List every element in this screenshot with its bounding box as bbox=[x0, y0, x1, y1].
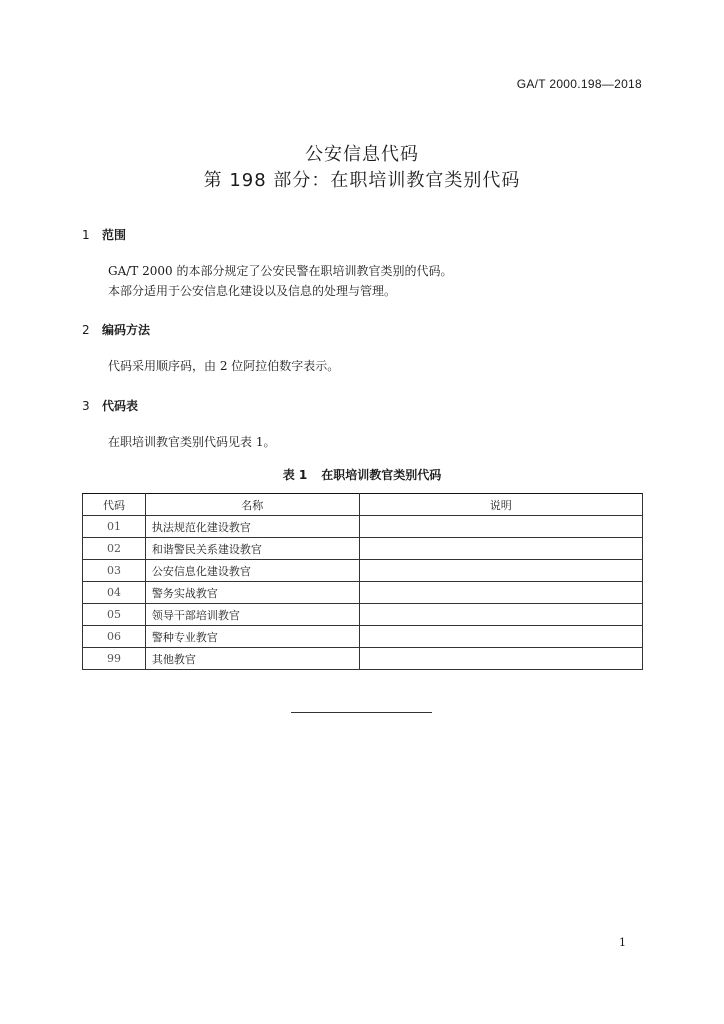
table-caption-title: 在职培训教官类别代码 bbox=[321, 468, 442, 482]
paragraph: 在职培训教官类别代码见表 1。 bbox=[108, 435, 276, 449]
page-number: 1 bbox=[619, 936, 626, 949]
section-number: 1 bbox=[82, 228, 90, 242]
header-name: 名称 bbox=[145, 494, 359, 516]
section-title: 编码方法 bbox=[102, 323, 151, 337]
table-header-row bbox=[83, 494, 643, 516]
table-row bbox=[83, 582, 643, 604]
section-heading-coding-method bbox=[82, 321, 150, 338]
cell-note bbox=[359, 538, 642, 560]
table-row bbox=[83, 626, 643, 648]
table-row bbox=[83, 648, 643, 670]
table-row bbox=[83, 560, 643, 582]
section-heading-scope bbox=[82, 226, 126, 243]
cell-note bbox=[359, 648, 642, 670]
header-note: 说明 bbox=[359, 494, 642, 516]
cell-note bbox=[359, 582, 642, 604]
document-subtitle: 第 198 部分：在职培训教官类别代码 bbox=[203, 170, 521, 191]
cell-code: 03 bbox=[83, 560, 146, 582]
cell-name: 其他教官 bbox=[145, 648, 359, 670]
paragraph: GA/T 2000 的本部分规定了公安民警在职培训教官类别的代码。 bbox=[108, 264, 453, 278]
end-divider bbox=[291, 712, 432, 713]
code-table bbox=[82, 493, 643, 670]
cell-code: 04 bbox=[83, 582, 146, 604]
cell-code: 99 bbox=[83, 648, 146, 670]
cell-note bbox=[359, 560, 642, 582]
header-code: 代码 bbox=[83, 494, 146, 516]
section-title: 范围 bbox=[102, 228, 127, 242]
standard-number: GA/T 2000.198—2018 bbox=[516, 77, 642, 91]
cell-note bbox=[359, 516, 642, 538]
cell-name: 警务实战教官 bbox=[145, 582, 359, 604]
cell-code: 06 bbox=[83, 626, 146, 648]
table-caption bbox=[0, 466, 724, 483]
table-row bbox=[83, 538, 643, 560]
cell-note bbox=[359, 604, 642, 626]
table-row bbox=[83, 516, 643, 538]
cell-code: 01 bbox=[83, 516, 146, 538]
cell-name: 领导干部培训教官 bbox=[145, 604, 359, 626]
table-row bbox=[83, 604, 643, 626]
cell-name: 公安信息化建设教官 bbox=[145, 560, 359, 582]
section-heading-code-table bbox=[82, 397, 138, 414]
cell-name: 执法规范化建设教官 bbox=[145, 516, 359, 538]
document-title: 公安信息代码 bbox=[305, 144, 419, 165]
cell-name: 和谐警民关系建设教官 bbox=[145, 538, 359, 560]
paragraph: 本部分适用于公安信息化建设以及信息的处理与管理。 bbox=[108, 284, 397, 298]
cell-note bbox=[359, 626, 642, 648]
section-number: 2 bbox=[82, 323, 90, 337]
paragraph: 代码采用顺序码，由 2 位阿拉伯数字表示。 bbox=[108, 359, 340, 373]
section-title: 代码表 bbox=[102, 399, 139, 413]
table-caption-number: 表 1 bbox=[282, 468, 308, 482]
section-number: 3 bbox=[82, 399, 90, 413]
cell-code: 05 bbox=[83, 604, 146, 626]
cell-code: 02 bbox=[83, 538, 146, 560]
cell-name: 警种专业教官 bbox=[145, 626, 359, 648]
